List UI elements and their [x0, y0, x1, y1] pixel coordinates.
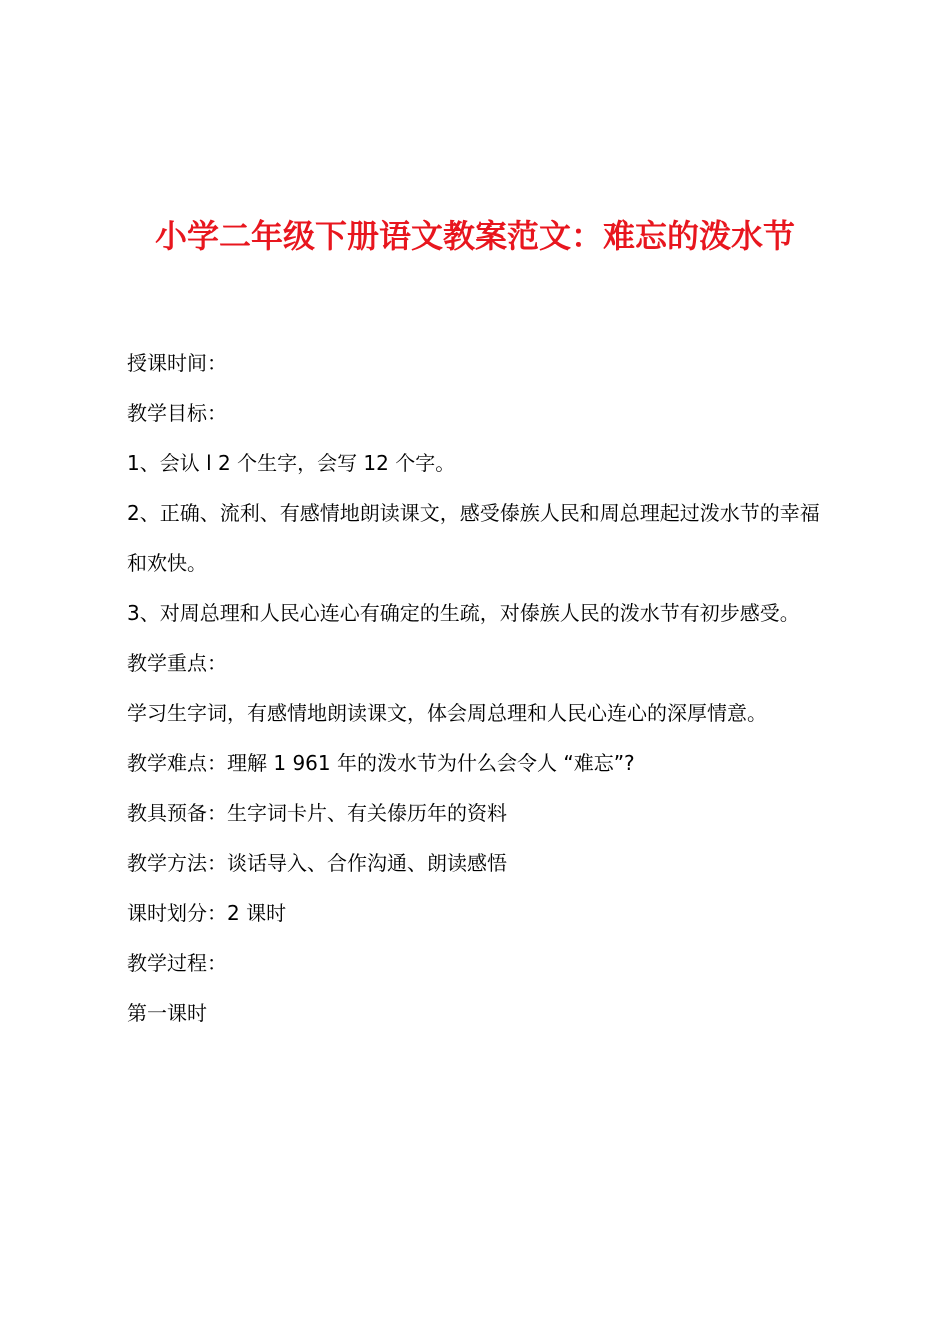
paragraph-goal-2: 2、正确、流利、有感情地朗读课文，感受傣族人民和周总理起过泼水节的幸福和欢快。 [127, 501, 820, 575]
paragraph-key-points-heading: 教学重点： [127, 651, 227, 675]
paragraph-key-points: 学习生字词，有感情地朗读课文，体会周总理和人民心连心的深厚情意。 [127, 701, 767, 725]
paragraph-teaching-goals-heading: 教学目标： [127, 401, 227, 425]
document-title: 小学二年级下册语文教案范文：难忘的泼水节 [154, 217, 795, 255]
paragraph-process-heading: 教学过程： [127, 951, 227, 975]
paragraph-goal-3: 3、对周总理和人民心连心有确定的生疏，对傣族人民的泼水节有初步感受。 [127, 601, 800, 625]
paragraph-materials: 教具预备：生字词卡片、有关傣历年的资料 [127, 801, 507, 825]
paragraph-goal-1: 1、会认 l 2 个生字，会写 12 个字。 [127, 451, 456, 475]
document-body [127, 338, 835, 1038]
paragraph-methods: 教学方法：谈话导入、合作沟通、朗读感悟 [127, 851, 507, 875]
paragraph-first-lesson: 第一课时 [127, 1001, 207, 1025]
paragraph-class-time: 授课时间： [127, 351, 227, 375]
paragraph-difficulty: 教学难点：理解 1 961 年的泼水节为什么会令人 “难忘”? [127, 751, 635, 775]
paragraph-class-division: 课时划分：2 课时 [127, 901, 287, 925]
